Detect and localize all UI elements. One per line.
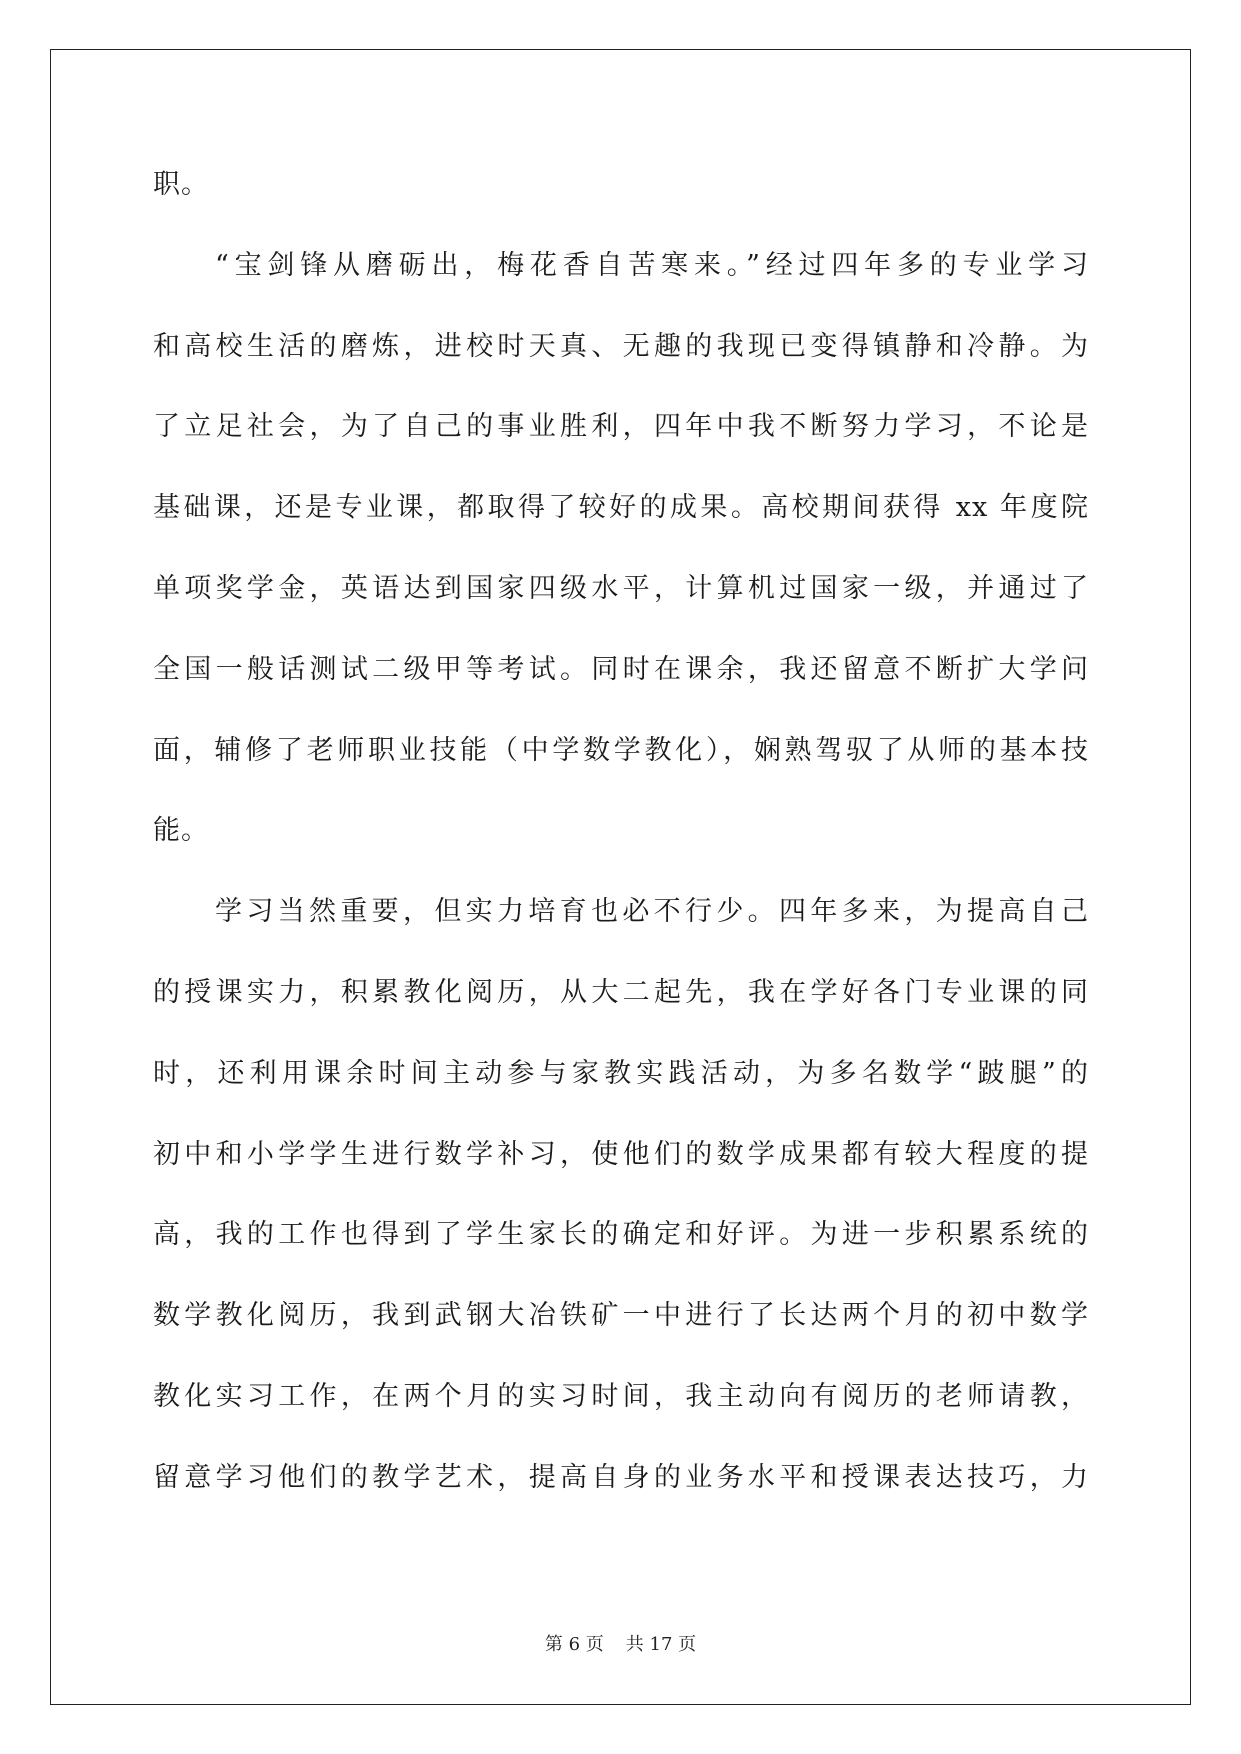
text-line: 了立足社会，为了自己的事业胜利，四年中我不断努力学习，不论是 <box>153 411 1089 443</box>
page-footer <box>0 1630 1241 1656</box>
text-line: 全国一般话测试二级甲等考试。同时在课余，我还留意不断扩大学问 <box>153 653 1089 685</box>
text-line: 单项奖学金，英语达到国家四级水平，计算机过国家一级，并通过了 <box>153 572 1089 604</box>
text-line: 职。 <box>153 169 209 200</box>
page-total: 共 17 页 <box>625 1634 697 1655</box>
page-number: 第 6 页 <box>544 1634 604 1655</box>
text-line: 能。 <box>153 815 209 847</box>
document-body <box>153 160 1089 1534</box>
text-line: 留意学习他们的教学艺术，提高自身的业务水平和授课表达技巧，力 <box>153 1461 1089 1493</box>
text-line: 面，辅修了老师职业技能（中学数学教化），娴熟驾驭了从师的基本技 <box>153 734 1089 766</box>
text-line: 初中和小学学生进行数学补习，使他们的数学成果都有较大程度的提 <box>153 1138 1089 1170</box>
text-line: “宝剑锋从磨砺出，梅花香自苦寒来。”经过四年多的专业学习 <box>215 249 1089 281</box>
text-line: 高，我的工作也得到了学生家长的确定和好评。为进一步积累系统的 <box>153 1219 1089 1251</box>
text-line: 和高校生活的磨炼，进校时天真、无趣的我现已变得镇静和冷静。为 <box>153 330 1089 362</box>
text-line: 基础课，还是专业课，都取得了较好的成果。高校期间获得 xx 年度院 <box>153 492 1089 524</box>
text-line: 学习当然重要，但实力培育也必不行少。四年多来，为提高自己 <box>215 896 1089 928</box>
text-line: 教化实习工作，在两个月的实习时间，我主动向有阅历的老师请教， <box>153 1380 1089 1412</box>
text-line: 数学教化阅历，我到武钢大冶铁矿一中进行了长达两个月的初中数学 <box>153 1300 1089 1332</box>
text-line: 的授课实力，积累教化阅历，从大二起先，我在学好各门专业课的同 <box>153 976 1089 1008</box>
text-line: 时，还利用课余时间主动参与家教实践活动，为多名数学“跛腿”的 <box>153 1057 1089 1089</box>
